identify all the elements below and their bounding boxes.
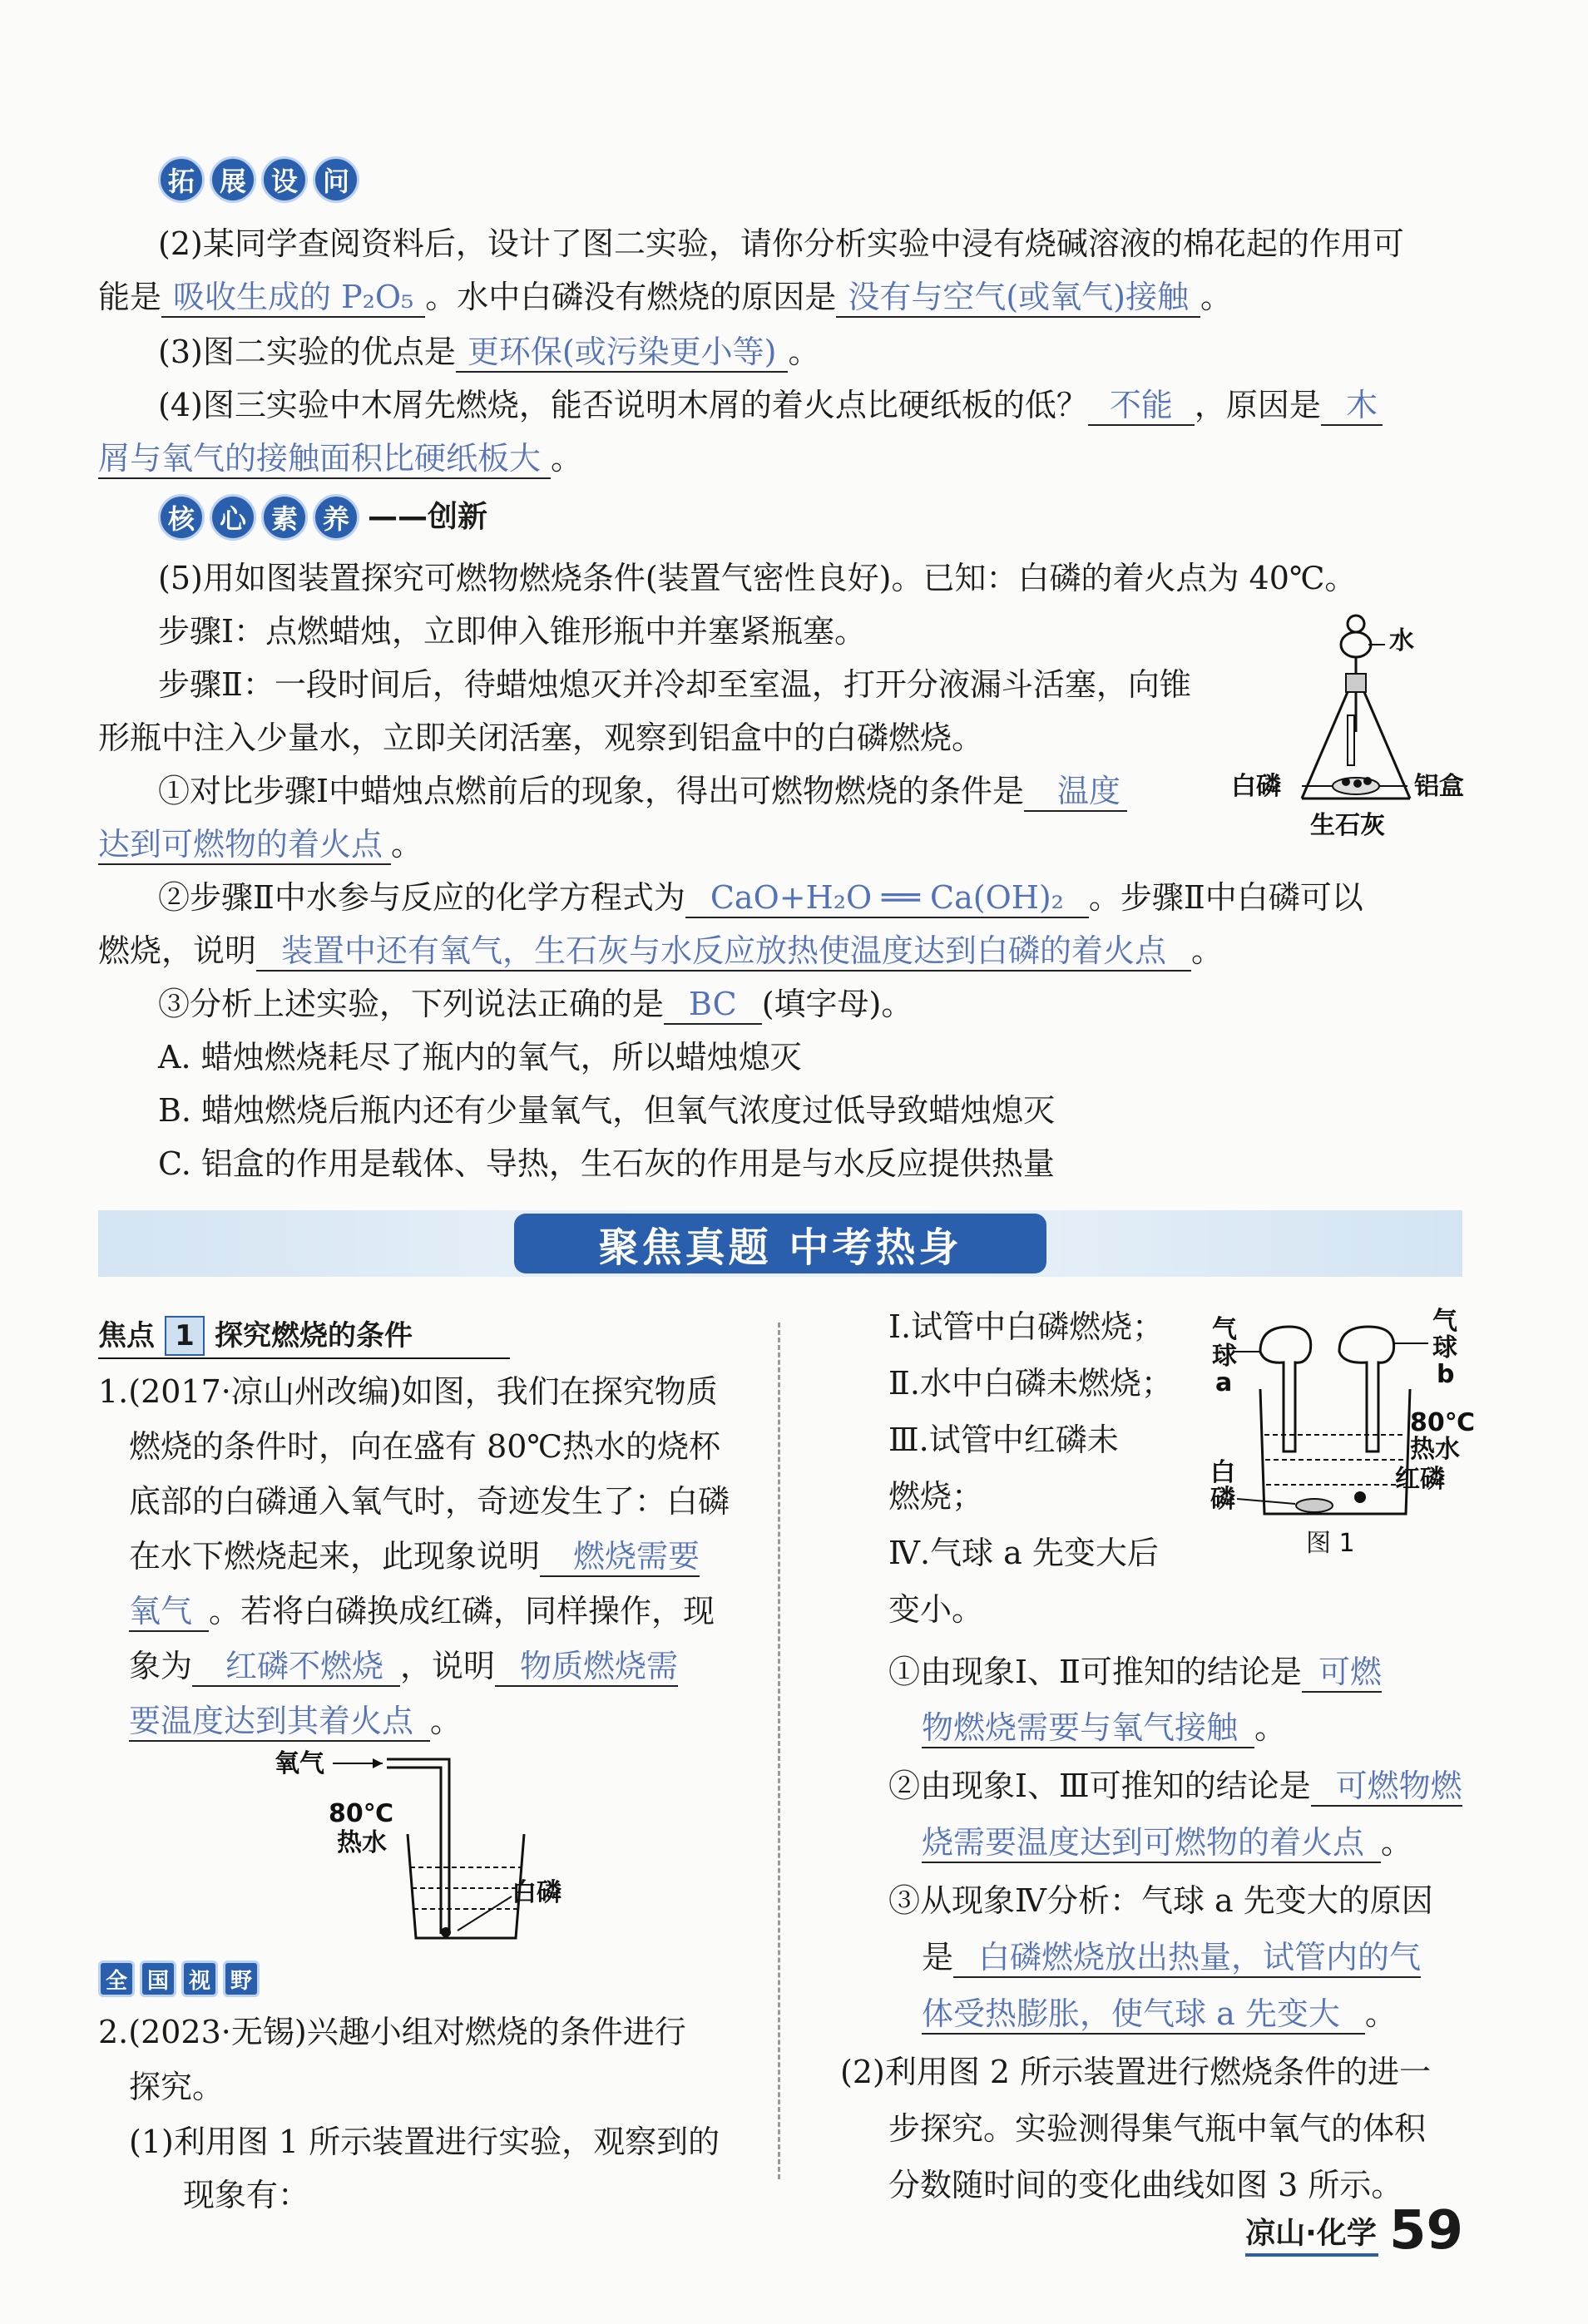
sub3-line: ③分析上述实验，下列说法正确的是 BC (填字母)。	[158, 983, 913, 1025]
answer: 物质燃烧需	[495, 1647, 678, 1687]
q1-line1: 1.(2017·凉山州改编)如图，我们在探究物质	[98, 1373, 718, 1410]
answer: CaO+H₂O ══ Ca(OH)₂	[685, 878, 1089, 918]
sub2-line1: ②步骤Ⅱ中水参与反应的化学方程式为 CaO+H₂O ══ Ca(OH)₂ 。步骤Ⅱ中白磷可以	[158, 877, 1363, 918]
step2-line1: 步骤Ⅱ：一段时间后，待蜡烛熄灭并冷却至室温，打开分液漏斗活塞，向锥	[158, 666, 1191, 703]
svg-text:球: 球	[1212, 1342, 1237, 1371]
svg-text:b: b	[1437, 1360, 1455, 1389]
figure-1-caption: 图 1	[1306, 1529, 1355, 1558]
label-white-p: 白磷	[1231, 772, 1281, 801]
answer: 氧气	[129, 1592, 209, 1632]
q2-line2: 探究。	[129, 2069, 225, 2105]
expand-questions-badge	[158, 156, 359, 203]
answer: 可燃	[1302, 1653, 1382, 1693]
svg-text:气: 气	[1212, 1315, 1237, 1344]
answer: 达到可燃物的着火点	[98, 825, 391, 865]
answer: 屑与氧气的接触面积比硬纸板大	[98, 439, 551, 479]
flask-apparatus-diagram	[1223, 607, 1489, 857]
answer: 不能	[1088, 386, 1195, 426]
q2-line3: (1)利用图 1 所示装置进行实验，观察到的	[129, 2124, 720, 2160]
c3-line2: 是 白磷燃烧放出热量，试管内的气	[922, 1936, 1421, 1978]
q2-line1: 2.(2023·无锡)兴趣小组对燃烧的条件进行	[98, 2014, 686, 2050]
c3-line1: ③从现象Ⅳ分析：气球 a 先变大的原因	[888, 1882, 1433, 1919]
q5-intro: (5)用如图装置探究可燃物燃烧条件(装置气密性良好)。已知：白磷的着火点为 40℃。	[158, 560, 1357, 596]
banner-title: 聚焦真题 中考热身	[514, 1214, 1046, 1273]
svg-text:球: 球	[1432, 1333, 1457, 1362]
label-oxygen: 氧气	[275, 1749, 324, 1778]
svg-text:白: 白	[1210, 1458, 1235, 1487]
q2-line1: (2)某同学查阅资料后，设计了图二实验，请你分析实验中浸有烧碱溶液的棉花起的作用可	[158, 225, 1404, 262]
badge-char: 设	[261, 156, 308, 203]
footer-region: 凉山·化学	[1245, 2216, 1377, 2251]
answer: 没有与空气(或氧气)接触	[836, 278, 1200, 318]
answer: 木	[1321, 386, 1383, 426]
answer: 燃烧需要	[540, 1537, 700, 1577]
q1-line2: 燃烧的条件时，向在盛有 80℃热水的烧杯	[129, 1428, 720, 1465]
c2-line2: 烧需要温度达到可燃物的着火点 。	[922, 1822, 1412, 1863]
svg-text:热水: 热水	[1410, 1435, 1460, 1464]
obs1: Ⅰ.试管中白磷燃烧；	[888, 1308, 1165, 1345]
obs4b: 变小。	[888, 1591, 984, 1628]
q4-line2: 屑与氧气的接触面积比硬纸板大 。	[98, 438, 582, 479]
label-white-p: 白磷	[512, 1878, 561, 1907]
q4-line1: (4)图三实验中木屑先燃烧，能否说明木屑的着火点比硬纸板的低？ 不能 ，原因是 木	[158, 384, 1383, 426]
svg-text:磷: 磷	[1210, 1485, 1235, 1514]
obs4a: Ⅳ.气球 a 先变大后	[888, 1535, 1159, 1571]
step1: 步骤Ⅰ：点燃蜡烛，立即伸入锥形瓶中并塞紧瓶塞。	[158, 613, 867, 650]
c3-line3: 体受热膨胀，使气球 a 先变大 。	[922, 1993, 1397, 2035]
figure-1-diagram	[1202, 1306, 1477, 1564]
answer: 更环保(或污染更小等)	[456, 333, 789, 373]
answer: 可燃物燃	[1311, 1767, 1462, 1807]
badge-char: 养	[313, 494, 359, 541]
c1-line1: ①由现象Ⅰ、Ⅱ可推知的结论是 可燃	[888, 1651, 1382, 1693]
answer: 要温度达到其着火点	[129, 1702, 430, 1742]
q2-line4: 现象有：	[183, 2177, 310, 2213]
column-divider	[778, 1323, 780, 2179]
answer: 吸收生成的 P₂O₅	[161, 278, 425, 318]
national-view-badge: 全 国 视 野	[98, 1961, 260, 1997]
q1-line6: 象为 红磷不燃烧 ，说明 物质燃烧需	[129, 1645, 678, 1687]
svg-text:气: 气	[1432, 1307, 1457, 1336]
core-literacy-badge	[158, 494, 487, 541]
q3-line: (3)图二实验的优点是 更环保(或污染更小等) 。	[158, 331, 820, 373]
q2-2-line3: 分数随时间的变化曲线如图 3 所示。	[888, 2167, 1403, 2203]
q1-line4: 在水下燃烧起来，此现象说明 燃烧需要	[129, 1535, 700, 1577]
q1-line7: 要温度达到其着火点 。	[129, 1700, 462, 1742]
q2-2-line1: (2)利用图 2 所示装置进行燃烧条件的进一	[840, 2054, 1432, 2090]
option-a: A. 蜡烛燃烧耗尽了瓶内的氧气，所以蜡烛熄灭	[158, 1039, 802, 1075]
badge-char: 核	[158, 494, 205, 541]
section-banner	[98, 1210, 1462, 1277]
label-water: 水	[1389, 626, 1414, 655]
answer: 烧需要温度达到可燃物的着火点	[922, 1823, 1381, 1863]
badge-char: 展	[210, 156, 256, 203]
focus-heading: 焦点 1 探究燃烧的条件	[98, 1313, 510, 1359]
q2-2-line2: 步探究。实验测得集气瓶中氧气的体积	[888, 2110, 1427, 2147]
beaker-diagram	[250, 1743, 599, 1955]
obs3b: 燃烧；	[888, 1478, 984, 1515]
sub2-line2: 燃烧，说明 装置中还有氧气，生石灰与水反应放热使温度达到白磷的着火点 。	[98, 930, 1223, 972]
badge-char: 问	[313, 156, 359, 203]
answer: 白磷燃烧放出热量，试管内的气	[953, 1938, 1421, 1978]
option-c: C. 铝盒的作用是载体、导热，生石灰的作用是与水反应提供热量	[158, 1145, 1055, 1182]
svg-text:a: a	[1215, 1368, 1233, 1397]
badge-char: 拓	[158, 156, 205, 203]
page-footer	[1245, 2200, 1463, 2262]
sub1-line1: ①对比步骤Ⅰ中蜡烛点燃前后的现象，得出可燃物燃烧的条件是 温度	[158, 770, 1127, 812]
label-al-box: 铝盒	[1414, 772, 1464, 801]
c1-line2: 物燃烧需要与氧气接触 。	[922, 1707, 1286, 1748]
svg-text:80℃: 80℃	[1410, 1408, 1476, 1437]
svg-text:红磷: 红磷	[1395, 1465, 1445, 1494]
badge-char: 素	[261, 494, 308, 541]
c2-line1: ②由现象Ⅰ、Ⅲ可推知的结论是 可燃物燃	[888, 1765, 1462, 1807]
badge-char: 心	[210, 494, 256, 541]
label-quicklime: 生石灰	[1310, 811, 1385, 840]
answer: 物燃烧需要与氧气接触	[922, 1708, 1254, 1748]
q2-line2: 能是 吸收生成的 P₂O₅ 。水中白磷没有燃烧的原因是 没有与空气(或氧气)接触 。	[98, 276, 1232, 318]
option-b: B. 蜡烛燃烧后瓶内还有少量氧气，但氧气浓度过低导致蜡烛熄灭	[158, 1092, 1056, 1129]
label-hot-water: 热水	[337, 1828, 387, 1857]
obs3a: Ⅲ.试管中红磷未	[888, 1422, 1119, 1458]
answer: BC	[664, 985, 762, 1025]
page-number: 59	[1388, 2200, 1463, 2262]
sub1-line2: 达到可燃物的着火点 。	[98, 823, 423, 865]
obs2: Ⅱ.水中白磷未燃烧；	[888, 1365, 1173, 1402]
step2-line2: 形瓶中注入少量水，立即关闭活塞，观察到铝盒中的白磷燃烧。	[98, 719, 984, 756]
answer: 体受热膨胀，使气球 a 先变大	[922, 1995, 1365, 2035]
label-80c: 80℃	[329, 1799, 394, 1828]
badge-suffix: ——创新	[368, 500, 488, 534]
answer: 红磷不燃烧	[192, 1647, 400, 1687]
q1-line5: 氧气 。若将白磷换成红磷，同样操作，现	[129, 1590, 715, 1632]
q1-line3: 底部的白磷通入氧气时，奇迹发生了：白磷	[129, 1483, 730, 1520]
answer: 装置中还有氧气，生石灰与水反应放热使温度达到白磷的着火点	[256, 932, 1191, 972]
answer: 温度	[1024, 772, 1127, 812]
